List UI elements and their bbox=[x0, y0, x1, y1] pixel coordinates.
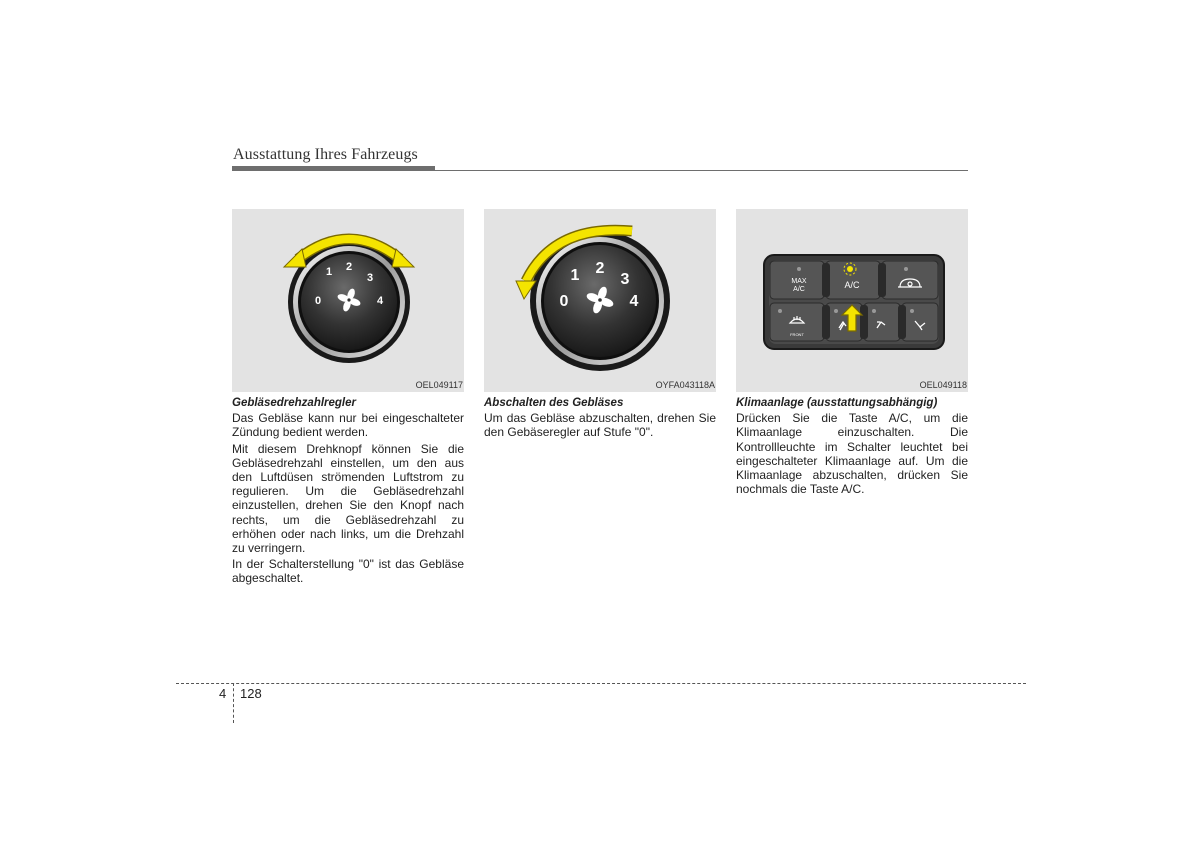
section-heading: Gebläsedrehzahlregler bbox=[232, 397, 356, 409]
page-number: 128 bbox=[240, 686, 262, 701]
dial-label-2: 2 bbox=[345, 261, 353, 273]
max-ac-label: MAX bbox=[791, 278, 807, 285]
figure-fan-speed-knob bbox=[232, 209, 464, 392]
fan-knob-illustration bbox=[232, 209, 464, 392]
front-label: FRONT bbox=[790, 332, 804, 337]
dial-label-1: 1 bbox=[325, 266, 333, 278]
paragraph: Mit diesem Drehknopf können Sie die Gebläsedrehzahl einstellen, um den aus den Luftdüsen strömenden Luftstrom zu regulieren. Um die Gebläsedrehzahl einzustellen, drehen Sie den Knopf nach rechts, um die Gebläsedrehzahl zu erhöhen oder nach links, um die Drehzahl zu verringern. bbox=[232, 441, 464, 556]
footer-divider bbox=[233, 683, 234, 723]
figure-code: OEL049117 bbox=[415, 380, 463, 390]
dial-label-4: 4 bbox=[376, 295, 384, 307]
dial-label-2: 2 bbox=[595, 260, 605, 277]
recirculation-button bbox=[882, 261, 938, 299]
paragraph: Um das Gebläse abzuschalten, drehen Sie den Gebäseregler auf Stufe "0". bbox=[484, 411, 716, 440]
header-rule-thick bbox=[232, 166, 435, 171]
figure-code: OEL049118 bbox=[919, 380, 967, 390]
header-rule-thin bbox=[435, 170, 968, 171]
paragraph: In der Schalterstellung "0" ist das Gebläse abgeschaltet. bbox=[232, 557, 464, 586]
fan-off-illustration bbox=[484, 209, 716, 392]
text-column-ac bbox=[736, 396, 968, 498]
paragraph: Das Gebläse kann nur bei eingeschalteter Zündung bedient werden. bbox=[232, 411, 464, 440]
ac-label: A/C bbox=[844, 280, 860, 290]
ac-panel-illustration bbox=[736, 209, 968, 392]
vent-button-3 bbox=[902, 303, 938, 341]
figure-fan-off bbox=[484, 209, 716, 392]
figure-ac-panel bbox=[736, 209, 968, 392]
footer-rule bbox=[176, 683, 1026, 684]
dial-label-3: 3 bbox=[620, 271, 630, 288]
page-header-title: Ausstattung Ihres Fahrzeugs bbox=[233, 146, 418, 163]
ac-indicator-light bbox=[847, 266, 853, 272]
dial-label-4: 4 bbox=[629, 293, 639, 310]
dial-label-1: 1 bbox=[570, 267, 580, 284]
chapter-number: 4 bbox=[219, 686, 227, 701]
section-heading: Abschalten des Gebläses bbox=[484, 397, 624, 409]
dial-label-3: 3 bbox=[366, 272, 374, 284]
text-column-fan-speed bbox=[232, 396, 464, 588]
dial-label-0: 0 bbox=[559, 293, 569, 310]
figure-code: OYFA043118A bbox=[655, 380, 715, 390]
section-heading: Klimaanlage (ausstattungsabhängig) bbox=[736, 397, 938, 409]
text-column-fan-off bbox=[484, 396, 716, 442]
max-ac-label-2: A/C bbox=[793, 286, 805, 293]
paragraph: Drücken Sie die Taste A/C, um die Klimaanlage einzuschalten. Die Kontrollleuchte im Schalter leuchtet bei eingeschalteter Klimaanlage auf. Um die Klimaanlage abzuschalten, drücken Sie nochmals die Taste A/C. bbox=[736, 411, 968, 497]
dial-label-0: 0 bbox=[314, 295, 322, 307]
